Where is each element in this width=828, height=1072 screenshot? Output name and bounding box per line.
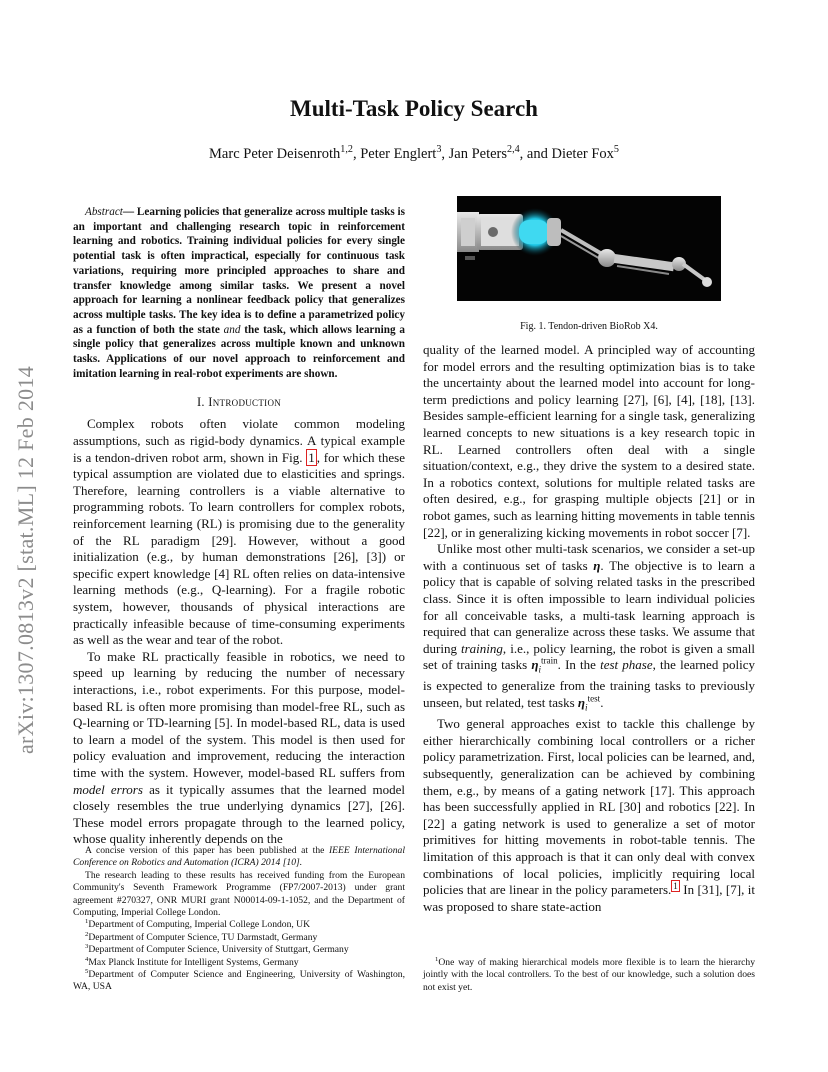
author-name: Marc Peter Deisenroth [209, 146, 341, 162]
arxiv-stamp [6, 300, 46, 820]
footnote-right [423, 957, 755, 994]
footnotes-left [73, 845, 405, 994]
figure-caption: Fig. 1. Tendon-driven BioRob X4. [520, 321, 658, 332]
author-list: Marc Peter Deisenroth$^{1,2}$, Peter Englert$^3$, Jan Peters$^{2,4}$, and Dieter Fox$^5$ [209, 144, 619, 162]
intro-paragraph-1: Complex robots often violate common modeling assumptions, such as rigid-body dynamics. A typical example is a tendon-driven robot arm, shown in Fig. 1 , for which these typical assumption are violated due to elasticities and springs. Therefore, learning controllers is a viable alternative to programming robots. To learn controllers for complex robots, reinforcement learning (RL) is promising due to the generality of the RL paradigm [29]. However, without a good initialization (e.g., by human demonstrations [26], [3]) or specific expert knowledge [4] RL often relies on data-intensive learning methods (e.g., Q-learning). For a fragile robotic system, however, thousands of physical interactions are practically infeasible because of time-consuming experiments as well as the wear and tear of the robot. [73, 416, 405, 648]
author-name: Peter Englert [360, 146, 437, 162]
footnote-mark: 1 [435, 955, 439, 963]
affiliation-note: $^4$Max Planck Institute for Intelligent Systems, Germany [85, 955, 299, 968]
right-paragraph-3: Two general approaches exist to tackle this challenge by either hierarchically combining local controllers or a richer policy parametrization. First, local policies can be learned, and, subsequently, generalization can be achieved by combining them, e.g., by means of a gating network [17]. This approach has been successfully applied in RL [30] and robotics [22]. In [22] a gating network is used to generalize a set of motor primitives for hitting movements in robot-table tennis. The limitation of this approach is that it can only deal with convex combinations of local policies, implicitly requiring local policies that are linear in the policy parameters. $^1$ In [31], [7], it was proposed to share state-action [423, 716, 755, 914]
affiliation-note: $^1$Department of Computing, Imperial College London, UK [85, 918, 311, 931]
author-affiliation: 2,4 [507, 144, 520, 156]
affiliation-note: $^3$Department of Computer Science, University of Stuttgart, Germany [85, 943, 349, 956]
figure-reference-link[interactable]: 1 [308, 449, 315, 465]
author-affiliation: 1,2 [340, 144, 353, 156]
intro-paragraph-2: To make RL practically feasible in robotics, we need to speed up learning by reducing the number of necessary interactions, i.e., robot experiments. For this purpose, model-based RL is often more promising than model-free RL, such as Q-learning or TD-learning [5]. In model-based RL, data is used to learn a model of the system. This model is then used for policy evaluation and improvement, reducing the interaction time with the system. However, model-based RL suffers from model errors as it typically assumes that the learned model closely resembles the true underlying dynamics [27], [26]. These model errors propagate through to the learned policy, whose quality inherently depends on the [73, 648, 405, 847]
abstract: Abstract— Learning policies that generalize across multiple tasks is an important and challenging research topic in reinforcement learning and robotics. Training individual policies for every single potential task is often impractical, especially for continuous task variations, requiring more principled approaches to share and transfer knowledge among similar tasks. We present a novel approach for learning a nonlinear feedback policy that generalizes across multiple tasks. The key idea is to define a parametrized policy as a function of both the state and the task, which allows learning a single policy that generalizes across multiple known and unknown tasks. Applications of our novel approach to reinforcement and imitation learning in real-robot experiments are shown. [73, 206, 405, 380]
right-paragraph-2: Unlike most other multi-task scenarios, we consider a set-up with a continuous set of tasks η. The objective is to learn a policy that is capable of solving related tasks in the prescribed class. Since it is often impossible to learn individual policies for all conceivable tasks, a multi-task learning approach is required that can generalize across these tasks. We assume that during training, i.e., policy learning, the robot is given a small set of training tasks $\eta_i^{train}$. In the test phase, the learned policy is expected to generalize from the training tasks to previously unseen, but related, test tasks $\eta_i^{test}$. [423, 541, 755, 713]
arxiv-stamp-text: arXiv:1307.0813v2 [stat.ML] 12 Feb 2014 [13, 365, 38, 755]
author-affiliation: 3 [436, 144, 442, 156]
affiliation-note: $^2$Department of Computer Science, TU Darmstadt, Germany [85, 930, 318, 943]
right-paragraph-1: quality of the learned model. A principled way of accounting for model errors and the resulting optimization bias is to take the uncertainty about the learned model into account for long-term predictions and policy learning [27], [6], [4], [18], [13]. Besides sample-efficient learning for a single task, generalizing learned concepts to new situations is a key research topic in RL. Learned controllers often deal with a single situation/context, e.g., they drive the system to a desired state. In a robotics context, solutions for multiple related tasks are often desired, e.g., for grasping multiple objects [21] or in robot games, such as learning hitting movements in table tennis [22], or in generalizing kicking movements in robot soccer [7]. [423, 342, 755, 540]
author-affiliation: 5 [613, 144, 619, 156]
affiliation-note: $^5$Department of Computer Science and Engineering, University of Washington, WA, USA [73, 967, 405, 993]
robot-arm-figure [457, 196, 721, 301]
right-column [423, 196, 755, 915]
paper-title: Multi-Task Policy Search [290, 96, 538, 121]
author-name: Jan Peters [448, 146, 508, 162]
left-column [73, 205, 405, 848]
publication-note: A concise version of this paper has been published at the IEEE International Conference on Robotics and Automation (ICRA) 2014 [10]. [73, 845, 405, 869]
footnote-text: One way of making hierarchical models more flexible is to learn the hierarchy jointly with the local controllers. To the best of our knowledge, such a solution does not exist yet. [423, 957, 755, 993]
funding-note: The research leading to these results has received funding from the European Community's Seventh Framework Programme (FP7/2007-2013) under grant agreement #270327, ONR MURI grant N00014-09-1-1052, and the Department of Computing, Imperial College London. [73, 869, 405, 919]
footnote-reference-link[interactable]: 1 [673, 880, 678, 891]
robot-arm-image [457, 196, 721, 301]
author-name: Dieter Fox [551, 146, 614, 162]
abstract-label: Abstract [85, 206, 123, 218]
section-heading: I. Introduction [196, 395, 282, 410]
